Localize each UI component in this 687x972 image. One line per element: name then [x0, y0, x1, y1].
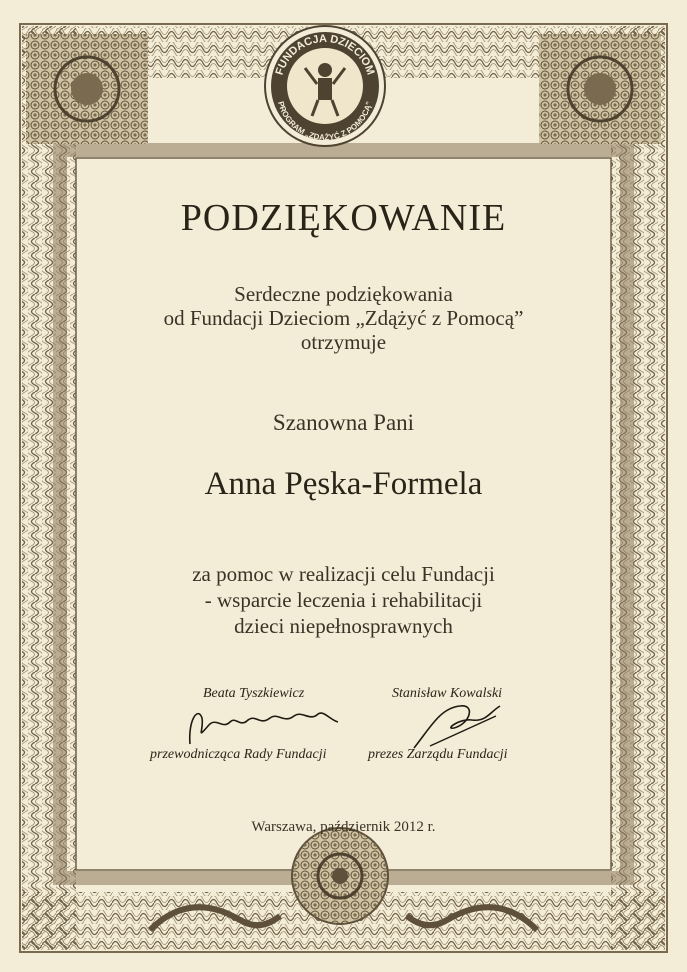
intro-block: [0, 282, 687, 354]
salutation: Szanowna Pani: [272, 410, 415, 435]
intro-line-1: Serdeczne podziękowania: [234, 282, 453, 306]
purpose-line-2: - wsparcie leczenia i rehabilitacji: [204, 588, 483, 612]
right-signature-scribble: [400, 698, 510, 754]
purpose-line-1: za pomoc w realizacji celu Fundacji: [192, 562, 495, 586]
svg-text:PROGRAM „ZDĄŻYĆ Z POMOCĄ”: [276, 100, 374, 142]
right-signatory-role: prezes Zarządu Fundacji: [368, 747, 508, 762]
left-signature-scribble: [178, 700, 348, 750]
left-signatory-name: Beata Tyszkiewicz: [203, 686, 305, 701]
certificate-title: PODZIĘKOWANIE: [180, 197, 507, 239]
left-signatory-role: przewodnicząca Rady Fundacji: [150, 747, 327, 762]
emblem-bottom-text: PROGRAM „ZDĄŻYĆ Z POMOCĄ”: [276, 100, 374, 143]
purpose-block: [0, 561, 687, 639]
svg-text:FUNDACJA DZIECIOM: [274, 33, 377, 77]
purpose-line-3: dzieci niepełnosprawnych: [234, 614, 453, 638]
right-signatory-name: Stanisław Kowalski: [392, 686, 503, 701]
emblem-top-text: FUNDACJA DZIECIOM: [273, 32, 377, 77]
place-date: Warszawa, październik 2012 r.: [251, 819, 436, 835]
intro-line-2: od Fundacji Dzieciom „Zdążyć z Pomocą”: [163, 306, 524, 330]
recipient-name: Anna Pęska-Formela: [204, 466, 483, 502]
intro-line-3: otrzymuje: [300, 330, 387, 354]
